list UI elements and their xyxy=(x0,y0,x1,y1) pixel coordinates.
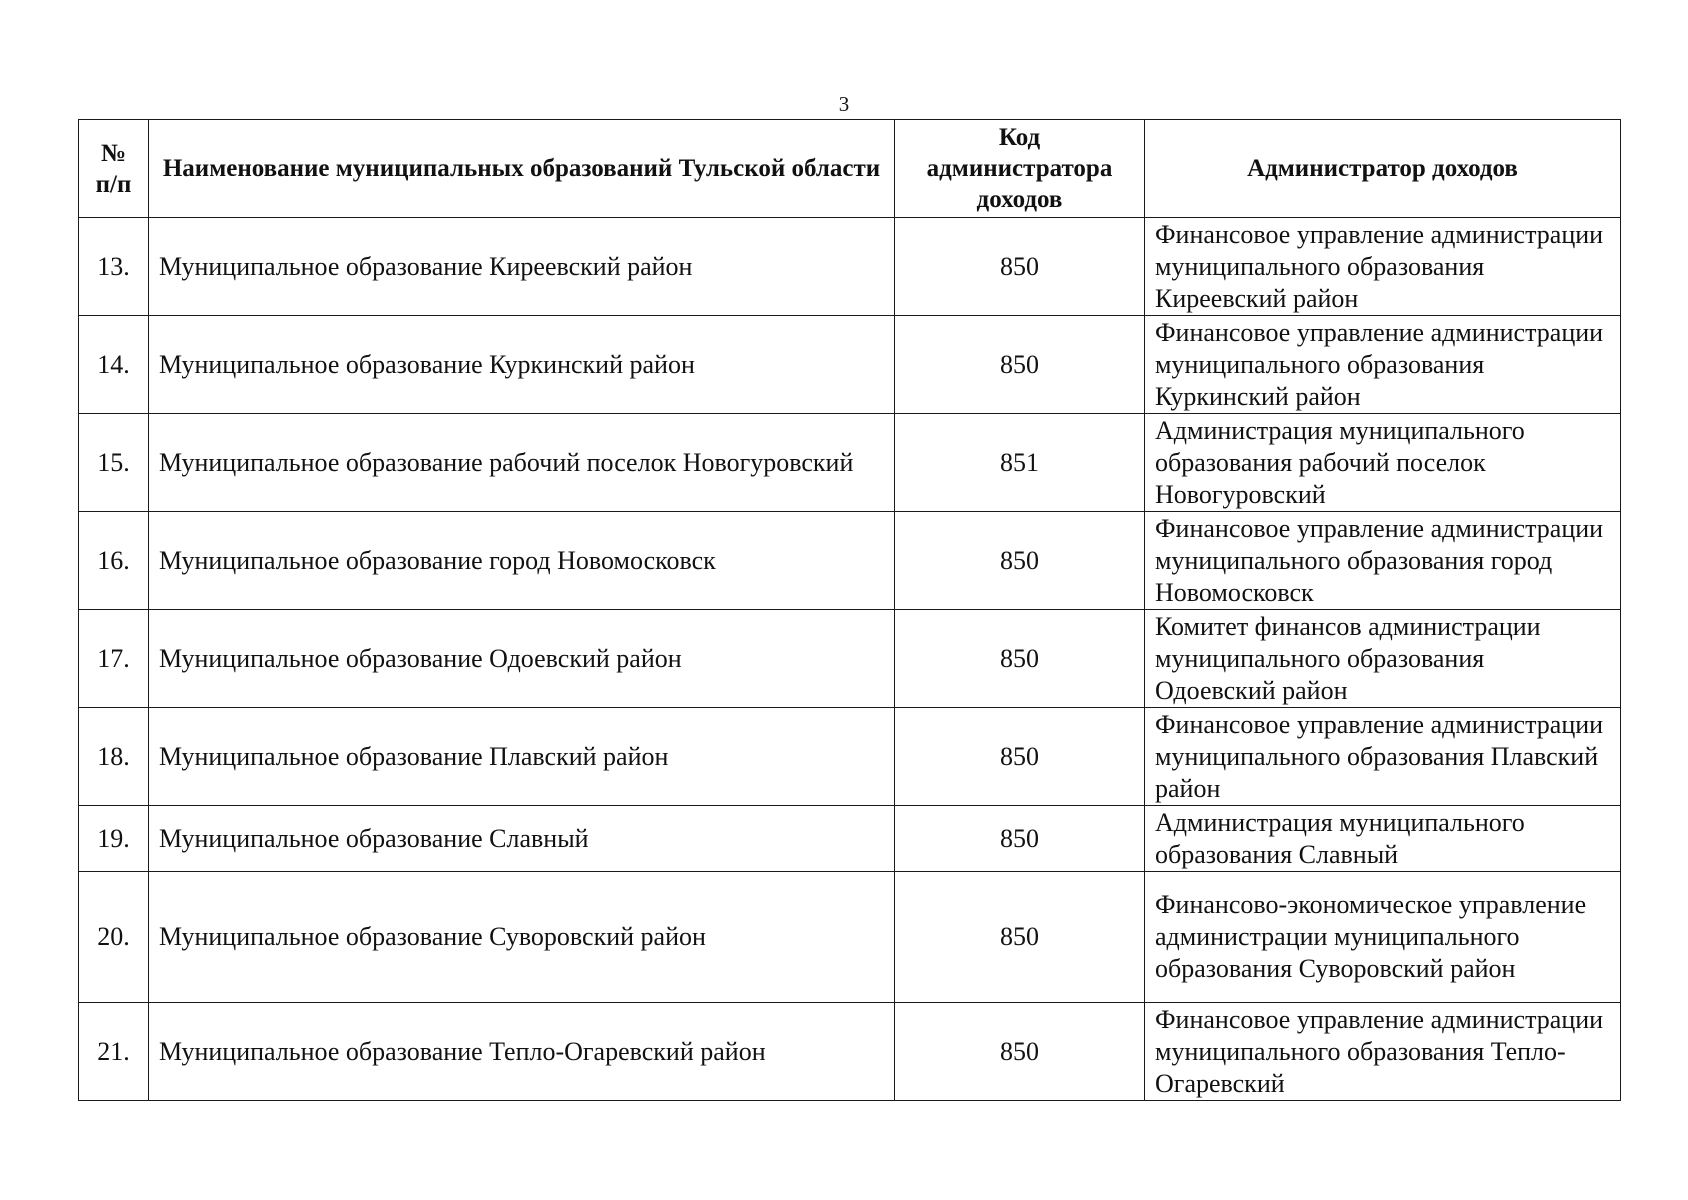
municipality-name: Муниципальное образование город Новомосковск xyxy=(149,512,895,610)
administrator-code: 850 xyxy=(895,610,1145,708)
row-number: 14. xyxy=(79,316,149,414)
administrator-code: 850 xyxy=(895,872,1145,1003)
municipality-name: Муниципальное образование Куркинский район xyxy=(149,316,895,414)
row-number: 15. xyxy=(79,414,149,512)
revenue-administrator: Финансовое управление администрации муниципального образования Киреевский район xyxy=(1145,218,1621,316)
table-row xyxy=(79,1003,1621,1101)
revenue-administrator: Финансовое управление администрации муниципального образования Тепло-Огаревский xyxy=(1145,1003,1621,1101)
revenue-administrator: Финансово-экономическое управление администрации муниципального образования Суворовский район xyxy=(1145,872,1621,1003)
header-code: Код администратора доходов xyxy=(895,120,1145,218)
administrator-code: 851 xyxy=(895,414,1145,512)
municipality-name: Муниципальное образование Одоевский район xyxy=(149,610,895,708)
table-row xyxy=(79,512,1621,610)
administrator-code: 850 xyxy=(895,1003,1145,1101)
municipality-name: Муниципальное образование Плавский район xyxy=(149,708,895,806)
table-row xyxy=(79,316,1621,414)
municipality-name: Муниципальное образование рабочий поселок Новогуровский xyxy=(149,414,895,512)
row-number: 13. xyxy=(79,218,149,316)
revenue-administrator: Администрация муниципального образования рабочий поселок Новогуровский xyxy=(1145,414,1621,512)
municipality-name: Муниципальное образование Тепло-Огаревский район xyxy=(149,1003,895,1101)
header-name: Наименование муниципальных образований Тульской области xyxy=(149,120,895,218)
row-number: 16. xyxy=(79,512,149,610)
municipality-name: Муниципальное образование Киреевский район xyxy=(149,218,895,316)
table-row xyxy=(79,708,1621,806)
header-admin: Администратор доходов xyxy=(1145,120,1621,218)
table-header-row xyxy=(79,120,1621,218)
revenue-administrator: Финансовое управление администрации муниципального образования город Новомосковск xyxy=(1145,512,1621,610)
table-row xyxy=(79,806,1621,872)
header-num: № п/п xyxy=(79,120,149,218)
revenue-administrator: Администрация муниципального образования Славный xyxy=(1145,806,1621,872)
table-row xyxy=(79,872,1621,1003)
page-number: 3 xyxy=(838,92,850,116)
administrator-code: 850 xyxy=(895,316,1145,414)
revenue-administrator: Комитет финансов администрации муниципального образования Одоевский район xyxy=(1145,610,1621,708)
administrator-code: 850 xyxy=(895,806,1145,872)
table-row xyxy=(79,610,1621,708)
row-number: 18. xyxy=(79,708,149,806)
administrator-code: 850 xyxy=(895,218,1145,316)
table-row xyxy=(79,414,1621,512)
administrator-code: 850 xyxy=(895,708,1145,806)
revenue-administrators-table xyxy=(78,119,1621,1101)
row-number: 17. xyxy=(79,610,149,708)
table-row xyxy=(79,218,1621,316)
revenue-administrator: Финансовое управление администрации муниципального образования Плавский район xyxy=(1145,708,1621,806)
row-number: 19. xyxy=(79,806,149,872)
municipality-name: Муниципальное образование Славный xyxy=(149,806,895,872)
administrator-code: 850 xyxy=(895,512,1145,610)
row-number: 20. xyxy=(79,872,149,1003)
revenue-administrator: Финансовое управление администрации муниципального образования Куркинский район xyxy=(1145,316,1621,414)
row-number: 21. xyxy=(79,1003,149,1101)
municipality-name: Муниципальное образование Суворовский район xyxy=(149,872,895,1003)
